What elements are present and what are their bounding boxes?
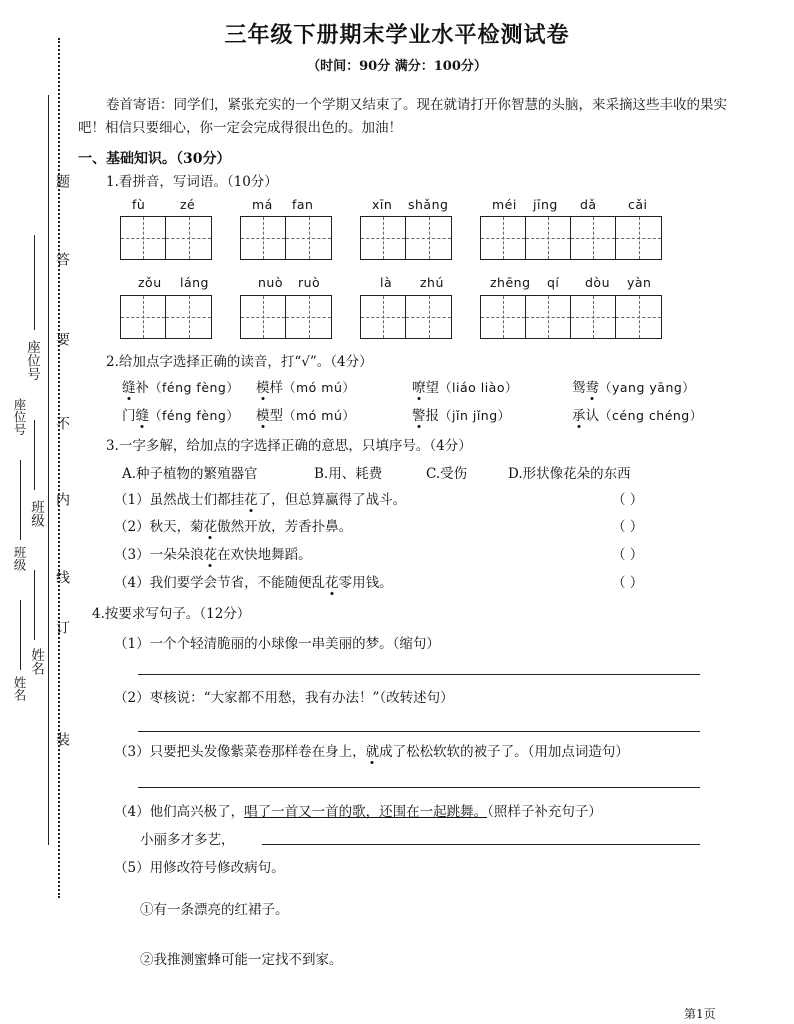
pinyin-label: jīng [533, 197, 558, 212]
writing-grid[interactable] [240, 295, 332, 339]
pinyin-label: dǎ [580, 197, 597, 212]
q4-s4-fill: 小丽多才多艺， [140, 832, 235, 848]
binding-label-seat: 座位号 [24, 340, 40, 381]
binding-field-seat[interactable] [34, 235, 35, 330]
q2-item[interactable]: 鸳鸯（yang yāng） [572, 376, 695, 396]
pinyin-label: zhēng [490, 275, 531, 290]
q4-s4: （4）他们高兴极了，唱了一首又一首的歌，还围在一起跳舞。（照样子补充句子） [114, 804, 602, 820]
exam-intro: 卷首寄语：同学们，紧张充实的一个学期又结束了。现在就请打开你智慧的头脑，来采摘这些丰收的果实吧！相信只要细心，你一定会完成得很出色的。加油！ [78, 97, 727, 136]
q2-item[interactable]: 嘹望（liáo liào） [412, 376, 518, 396]
pinyin-label: méi [492, 197, 517, 212]
q4-s5-1[interactable]: ①有一条漂亮的红裙子。 [140, 902, 289, 918]
answer-paren[interactable]: （ ） [612, 547, 644, 563]
pinyin-label: là [380, 275, 393, 290]
answer-paren[interactable]: （ ） [612, 575, 644, 591]
binding-field-name[interactable] [34, 570, 35, 640]
pinyin-label: fù [132, 197, 146, 212]
writing-grid[interactable] [120, 295, 212, 339]
seal-char: 不 [54, 416, 70, 430]
binding-field-name-outer[interactable] [20, 600, 21, 670]
binding-field-class-outer[interactable] [20, 460, 21, 540]
binding-label-name: 姓名 [28, 648, 44, 675]
binding-label-class: 班级 [28, 500, 44, 527]
pinyin-label: fan [292, 197, 314, 212]
writing-grid[interactable] [120, 216, 212, 260]
q2-item[interactable]: 模样（mó mú） [256, 376, 355, 396]
binding-solid-line [48, 95, 49, 845]
seal-char: 内 [54, 492, 70, 506]
seal-char: 装 [54, 732, 70, 746]
answer-line[interactable] [262, 844, 700, 845]
q4-s2: （2）枣核说：“大家都不用愁，我有办法！”（改转述句） [114, 690, 454, 706]
pinyin-label: dòu [585, 275, 611, 290]
q4-s5-2[interactable]: ②我推测蜜蜂可能一定找不到家。 [140, 952, 343, 968]
q3-item: （4）我们要学会节省，不能随便乱花零用钱。 [114, 571, 393, 591]
q2-item[interactable]: 门缝（féng fèng） [122, 404, 239, 424]
q4-label: 4.按要求写句子。（12分） [92, 606, 251, 622]
q3-choice: C.受伤 [426, 466, 468, 482]
binding-label-seat-outer: 座位号 [12, 398, 27, 436]
q2-item[interactable]: 缝补（féng fèng） [122, 376, 239, 396]
pinyin-label: zé [180, 197, 196, 212]
page-number: 第1页 [684, 1007, 716, 1021]
pinyin-label: xīn [372, 197, 393, 212]
q3-item: （1）虽然战士们都挂花了，但总算赢得了战斗。 [114, 488, 406, 508]
q3-item: （3）一朵朵浪花在欢快地舞蹈。 [114, 543, 312, 563]
q4-s5: （5）用修改符号修改病句。 [114, 860, 285, 876]
exam-title: 三年级下册期末学业水平检测试卷 [224, 22, 570, 48]
pinyin-label: shǎng [408, 197, 449, 212]
q2-label: 2.给加点字选择正确的读音，打“√”。（4分） [106, 354, 373, 370]
q4-s3: （3）只要把头发像紫菜卷那样卷在身上，就成了松松软软的被子了。（用加点词造句） [114, 740, 629, 760]
q2-item[interactable]: 承认（céng chéng） [572, 404, 703, 424]
answer-line[interactable] [138, 674, 700, 675]
answer-paren[interactable]: （ ） [612, 519, 644, 535]
pinyin-label: zhú [420, 275, 444, 290]
writing-grid[interactable] [240, 216, 332, 260]
binding-label-name-outer: 姓名 [12, 676, 27, 701]
binding-dotted-line-outer [58, 38, 60, 898]
q2-item[interactable]: 警报（jǐn jǐng） [412, 404, 511, 424]
seal-char: 答 [54, 252, 70, 266]
pinyin-label: láng [180, 275, 209, 290]
seal-char: 线 [54, 570, 70, 584]
pinyin-label: yàn [627, 275, 652, 290]
seal-char: 订 [54, 620, 70, 634]
section-heading: 一、基础知识。（30分） [78, 151, 231, 167]
q1-label: 1.看拼音，写词语。（10分） [106, 174, 278, 190]
writing-grid[interactable] [480, 295, 662, 339]
writing-grid[interactable] [360, 295, 452, 339]
q4-s1: （1）一个个轻清脆丽的小球像一串美丽的梦。（缩句） [114, 636, 440, 652]
answer-line[interactable] [138, 787, 700, 788]
pinyin-label: cǎi [628, 197, 648, 212]
binding-field-class[interactable] [34, 420, 35, 490]
answer-line[interactable] [138, 731, 700, 732]
q3-choice: D.形状像花朵的东西 [508, 466, 631, 482]
pinyin-label: zǒu [138, 275, 162, 290]
q3-choice: A.种子植物的繁殖器官 [122, 466, 258, 482]
q3-item: （2）秋天，菊花傲然开放，芳香扑鼻。 [114, 515, 352, 535]
pinyin-label: ruò [298, 275, 321, 290]
binding-label-class-outer: 班级 [12, 546, 27, 571]
answer-paren[interactable]: （ ） [612, 492, 644, 508]
pinyin-label: qí [547, 275, 560, 290]
exam-subtitle: （时间：90分 满分：100分） [307, 59, 487, 74]
writing-grid[interactable] [360, 216, 452, 260]
q2-item[interactable]: 模型（mó mú） [256, 404, 355, 424]
seal-char: 要 [54, 332, 70, 346]
seal-char: 题 [54, 174, 70, 188]
q3-choice: B.用、耗费 [314, 466, 383, 482]
writing-grid[interactable] [480, 216, 662, 260]
q3-label: 3.一字多解，给加点的字选择正确的意思，只填序号。（4分） [106, 438, 472, 454]
pinyin-label: má [252, 197, 273, 212]
pinyin-label: nuò [258, 275, 283, 290]
